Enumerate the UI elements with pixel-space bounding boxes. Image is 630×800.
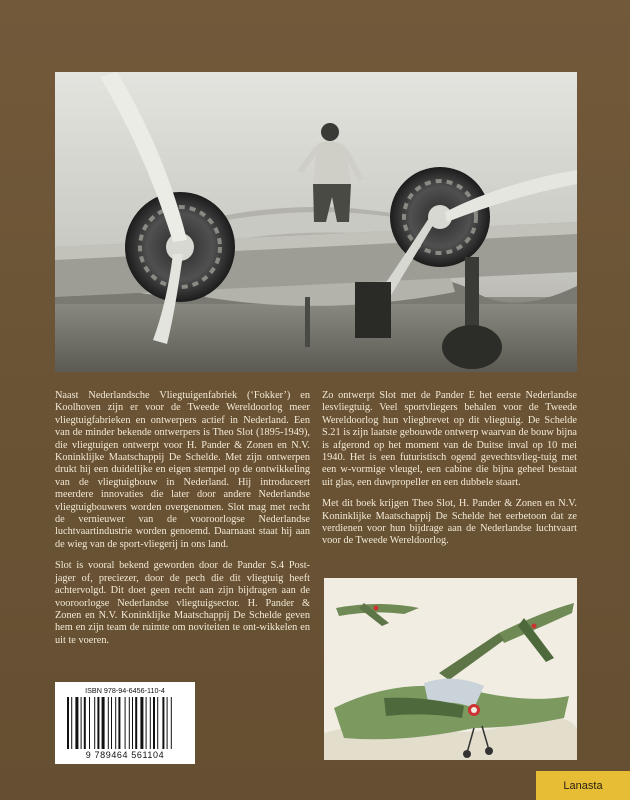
barcode-icon [67, 697, 183, 749]
aircraft-photo [55, 72, 577, 372]
paragraph: Slot is vooral bekend geworden door de Pander S.4 Post-jager of, preciezer, door de pech die dit vliegtuig heeft achtervolgd. Dit doet geen recht aan zijn bijdragen aan de vooroorlogse Nederlandse vliegtuigsector. H. Pander & Zonen en N.V. Koninklijke Maatschappij De Schelde geven hem en zijn team de ruimte om noviteiten te ont-wikkelen en uit te voeren. [55, 560, 310, 646]
isbn-barcode-box [55, 682, 195, 764]
aircraft-painting-drawing [324, 578, 577, 760]
publisher-label: Lanasta [536, 771, 630, 800]
paragraph: Naast Nederlandsche Vliegtuigenfabriek (‘Fokker’) en Koolhoven zijn er voor de Tweede Wereldoorlog meer vliegtuigfabrieken en ontwerpers actief in Nederland. Een van de minder bekende ontwerpers is Theo Slot (1895-1949), die vliegtuigen ontwerpt voor H. Pander & Zonen en N.V. Koninklijke Maatschappij De Schelde. Met zijn ontwerpen drukt hij een duidelijke en eigen stempel op de ontwikkeling van de vliegtuigbouw in Nederland. Hij introduceert meerdere innovaties die later door andere Nederlandse vliegtuigbouwers worden overgenomen. Slot mag met recht de vernieuwer van de vooroorlogse Nederlandse luchtvaartindustrie worden genoemd. Daarnaast staat hij aan de wieg van de sport-vliegerij in ons land. [55, 390, 310, 550]
paragraph: Met dit boek krijgen Theo Slot, H. Pander & Zonen en N.V. Koninklijke Maatschappij De Schelde het eerbetoon dat ze verdienen voor hun bijdrage aan de Nederlandse luchtvaart voor de Tweede Wereldoorlog. [322, 498, 577, 547]
aircraft-painting [324, 578, 577, 760]
paragraph: Zo ontwerpt Slot met de Pander E het eerste Nederlandse lesvliegtuig. Veel sportvliegers behalen voor de Tweede Wereldoorlog hun vliegbrevet op dit vliegtuig. De Schelde S.21 is zijn laatste gebouwde ontwerp waarvan de bouw bijna is afgerond op het moment van de Duitse inval op 10 mei 1940. Het is een futuristisch ogend gevechtsvlieg-tuig met een w-vormige vleugel, een cabine die bijna geheel bestaat uit glas, een duwpropeller en een dubbele staart. [322, 390, 577, 488]
isbn-digits: 9 789464 561104 [85, 750, 165, 760]
text-column-left [55, 390, 310, 656]
isbn-label: ISBN 978-94-6456-110-4 [85, 686, 165, 695]
aircraft-photo-drawing [55, 72, 577, 372]
text-column-right [322, 390, 577, 557]
